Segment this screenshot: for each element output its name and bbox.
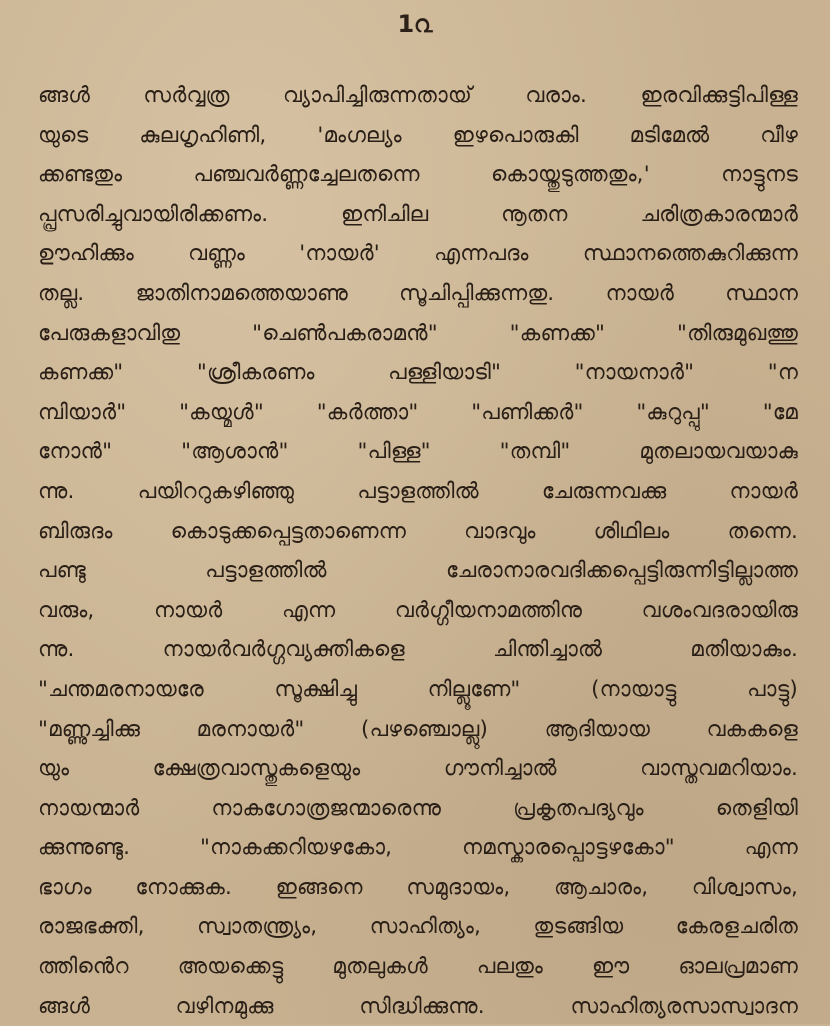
page-number: 1൨: [397, 10, 433, 38]
text-line: യുടെ കുലഗൃഹിണി, 'മംഗല്യം ഇഴപൊരുകി മടിമേൽ വീഴ: [38, 122, 798, 148]
body-text: [38, 76, 798, 1026]
text-line: മ്പിയാർ" "കയ്മൾ" "കർത്താ" "പണിക്കർ" "കുറുപ്പു" "മേ: [38, 399, 798, 425]
text-line: നായന്മാർ നാകഗോത്രജന്മാരെന്നു പ്രകൃതപദ്യവും തെളിയി: [38, 795, 798, 821]
text-line: "മണ്ണുച്ചിക്കു മരനായർ" (പഴഞ്ചൊല്ലു) ആദിയായ വകകളെ: [38, 716, 798, 742]
text-line: നോൻ" "ആശാൻ" "പിള്ള" "തമ്പി" മുതലായവയാകു: [38, 439, 798, 465]
text-line: തല്ല. ജാതിനാമത്തെയാണു സൂചിപ്പിക്കുന്നതു. നായർ സ്ഥാന: [38, 280, 798, 306]
text-line: യും ക്ഷേത്രവാസ്തുകളെയും ഗൗനിച്ചാൽ വാസ്തവമറിയാം.: [38, 756, 798, 782]
text-line: ക്കണ്ടതും പഞ്ചവർണ്ണച്ചേലതന്നെ കൊയ്തുടുത്തതും,' നാട്ടുനട: [38, 162, 798, 188]
text-line: പേരുകളാവിതു "ചെൺപകരാമൻ" "കണക്ക" "തിരുമുഖത്തു: [38, 320, 798, 346]
text-line: കണക്ക" "ശ്രീകരണം പള്ളിയാടി" "നായനാർ" "ന: [38, 360, 798, 386]
text-line: ബിരുദം കൊടുക്കപ്പെട്ടതാണെന്ന വാദവും ശിഥിലം തന്നെ.: [38, 518, 798, 544]
text-line: രാജഭക്തി, സ്വാതന്ത്ര്യം, സാഹിത്യം, തുടങ്ങിയ കേരളചരിത: [38, 914, 798, 940]
text-line: പ്പ്രസരിച്ചുവായിരിക്കണം. ഇനിചില നൂതന ചരിത്രകാരന്മാർ: [38, 201, 798, 227]
text-line: പണ്ടു പട്ടാളത്തിൽ ചേരാനാരവദിക്കപ്പെട്ടിരുന്നിട്ടില്ലാത്ത: [38, 558, 798, 584]
text-line: ന്നു. നായർവർഗ്ഗവ്യക്തികളെ ചിന്തിച്ചാൽ മതിയാകും.: [38, 637, 798, 663]
text-line: ന്നു. പയിററുകഴിഞ്ഞു പട്ടാളത്തിൽ ചേരുന്നവക്കു നായർ: [38, 478, 798, 504]
text-line: ത്തിൻെറ അയക്കെട്ടു മുതലുകൾ പലതും ഈ ഓലപ്രമാണ: [38, 954, 798, 980]
text-line: ങ്ങൾ സർവ്വത്ര വ്യാപിച്ചിരുന്നതായ് വരാം. ഇരവിക്കുട്ടിപിള്ള: [38, 83, 798, 108]
text-line: ങ്ങൾ വഴിനമുക്കു സിദ്ധിക്കുന്നു. സാഹിത്യരസാസ്വാദന: [38, 993, 798, 1019]
text-line: വരും, നായർ എന്ന വർഗ്ഗീയനാമത്തിനു വശംവദരായിരു: [38, 597, 798, 623]
text-line: ക്കുന്നുണ്ടു. "നാകക്കറിയഴകോ, നമസ്കാരപ്പൊട്ടഴകോ" എന്ന: [38, 835, 798, 861]
text-line: ഭാഗം നോക്കുക. ഇങ്ങനെ സമുദായം, ആചാരം, വിശ്വാസം,: [38, 874, 798, 900]
text-line: ഊഹിക്കും വണ്ണം 'നായർ' എന്നപദം സ്ഥാനത്തെകുറിക്കുന്ന: [38, 241, 798, 267]
text-line: "ചന്തമരനായരേ സൂക്ഷിച്ചു നില്ലൂണേ" (നായാട്ടു പാട്ടു): [38, 676, 798, 702]
